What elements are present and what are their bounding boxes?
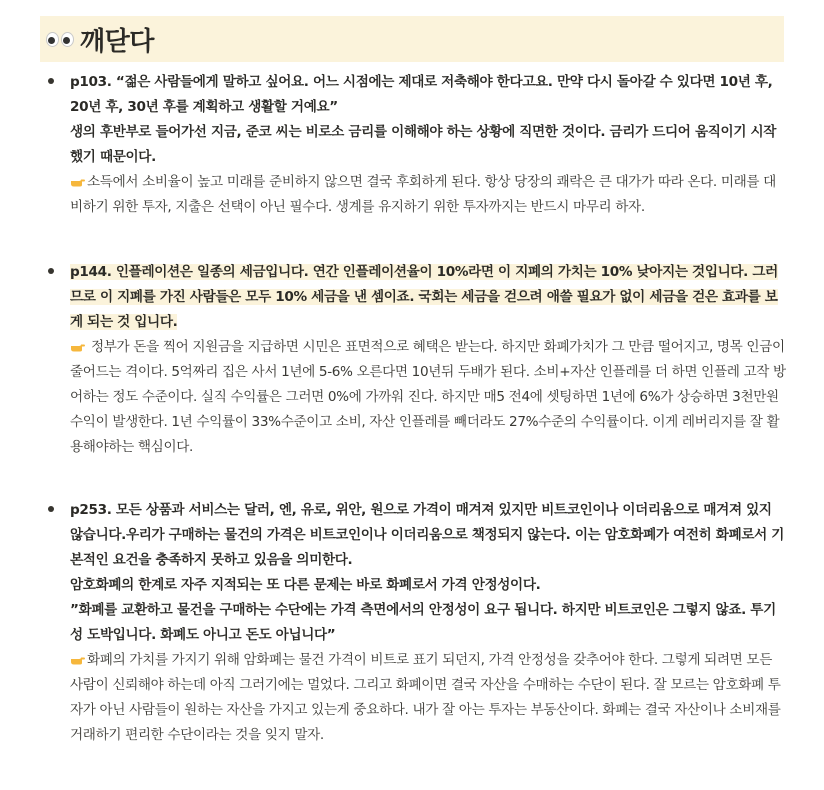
list-item	[48, 70, 788, 220]
note-text: 화폐의 가치를 가지기 위해 암화폐는 물건 가격이 비트로 표기 되던지, 가격 안정성을 갖추어야 한다. 그렇게 되려면 모든 사람이 신뢰해야 하는데 아직 그러기에는 멀었다. 그리고 화폐이면 결국 자산을 수매하는 수단이 된다. 잘 모르는 암호화폐 투자가 아닌 사람들이 원하는 자산을 가지고 있는게 중요하다. 내가 잘 아는 투자는 부동산이다. 화폐는 결국 자산이나 소비재를 거래하기 편리한 수단이라는 것을 잊지 말자.	[70, 652, 781, 743]
bullet-icon	[48, 268, 54, 274]
bullet-icon	[48, 78, 54, 84]
quote-text: p253. 모든 상품과 서비스는 달러, 엔, 유로, 위안, 원으로 가격이 매겨져 있지만 비트코인이나 이더리움으로 매겨져 있지 않습니다.우리가 구매하는 물건의 가격은 비트코인이나 이더리움으로 책정되지 않는다. 이는 암호화폐가 여전히 화폐로서 기본적인 요건을 충족하지 못하고 있음을 의미한다.	[70, 502, 785, 568]
list-item	[48, 498, 788, 748]
quote-text: p103. “젊은 사람들에게 말하고 싶어요. 어느 시점에는 제대로 저축해야 한다고요. 만약 다시 돌아갈 수 있다면 10년 후, 20년 후, 30년 후를 계획하고 생활할 거예요”	[70, 74, 773, 115]
note-text: 소득에서 소비율이 높고 미래를 준비하지 않으면 결국 후회하게 된다. 항상 당장의 쾌락은 큰 대가가 따라 온다. 미래를 대비하기 위한 투자, 지출은 선택이 아닌 필수다. 생계를 유지하기 위한 투자까지는 반드시 마무리 하자.	[70, 174, 776, 215]
context-text: 암호화폐의 한계로 자주 지적되는 또 다른 문제는 바로 화폐로서 가격 안정성이다.	[70, 577, 541, 593]
bullet-icon	[48, 506, 54, 512]
pointing-hand-icon	[70, 654, 85, 665]
quote-text-highlighted: p144. 인플레이션은 일종의 세금입니다. 연간 인플레이션율이 10%라면 이 지폐의 가치는 10% 낮아지는 것입니다. 그러므로 이 지폐를 가진 사람들은 모두 10% 세금을 낸 셈이죠. 국회는 세금을 걷으려 애쓸 필요가 없이 세금을 걷은 효과를 보게 되는 것 입니다.	[70, 264, 778, 330]
context-text: 생의 후반부로 들어가선 지금, 준코 씨는 비로소 금리를 이해해야 하는 상황에 직면한 것이다. 금리가 드디어 움직이기 시작했기 때문이다.	[70, 124, 777, 165]
list-item	[48, 260, 788, 460]
pointing-hand-icon	[70, 176, 85, 187]
eyes-icon	[46, 32, 74, 47]
page-heading	[40, 16, 784, 62]
quote-text-2: ”화폐를 교환하고 물건을 구매하는 수단에는 가격 측면에서의 안정성이 요구 됩니다. 하지만 비트코인은 그렇지 않죠. 투기성 도박입니다. 화폐도 아니고 돈도 아닙니다”	[70, 602, 776, 643]
note-text: 정부가 돈을 찍어 지원금을 지급하면 시민은 표면적으로 혜택은 받는다. 하지만 화폐가치가 그 만큼 떨어지고, 명목 인금이 줄어드는 격이다. 5억짜리 집은 사서 1년에 5-6% 오른다면 10년뒤 두배가 된다. 소비+자산 인플레를 더 하면 인플레 고작 방어하는 정도 수준이다. 실직 수익률은 그러면 0%에 가까워 진다. 하지만 매5 전4에 셋팅하면 1년에 6%가 상승하면 3천만원 수익이 발생한다. 1년 수익률이 33%수준이고 소비, 자산 인플레를 빼더라도 27%수준의 수익률이다. 이게 레버리지를 잘 활용해야하는 핵심이다.	[70, 339, 786, 455]
heading-title: 깨닫다	[80, 26, 154, 57]
pointing-hand-icon	[70, 341, 85, 352]
